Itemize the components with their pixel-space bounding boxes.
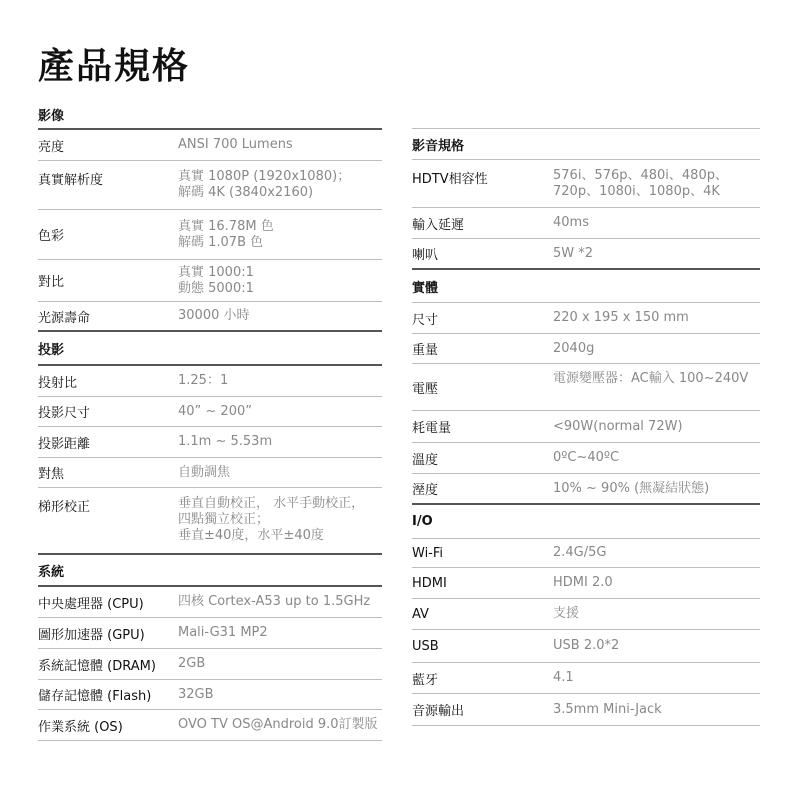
spec-value: 2.4G/5G bbox=[553, 545, 607, 560]
spec-value: 電源變壓器：AC輸入 100~240V bbox=[553, 371, 749, 386]
spec-row-temperature bbox=[412, 443, 760, 474]
section-heading-image: 影像 bbox=[38, 100, 382, 130]
spec-value: 真實 1080P (1920x1080)； 解碼 4K (3840x2160) bbox=[178, 169, 351, 200]
spec-value: Mali-G31 MP2 bbox=[178, 625, 268, 640]
spec-label: 投影尺寸 bbox=[38, 406, 91, 421]
spec-label: 電壓 bbox=[412, 381, 439, 397]
spec-row-dimensions bbox=[412, 303, 760, 334]
spec-row-resolution bbox=[38, 161, 382, 210]
spec-label: HDTV相容性 bbox=[412, 172, 488, 187]
spec-row-color bbox=[38, 210, 382, 260]
spec-label: 投影距離 bbox=[38, 436, 91, 452]
spec-row-projection-distance bbox=[38, 427, 382, 458]
spec-value: 10% ~ 90% (無凝結狀態) bbox=[553, 480, 710, 496]
spec-row-wifi bbox=[412, 539, 760, 568]
spec-value: 576i、576p、480i、480p、 720p、1080i、1080p、4K bbox=[553, 168, 728, 199]
spec-label: 儲存記憶體 (Flash) bbox=[38, 689, 152, 704]
spec-label: 重量 bbox=[412, 343, 439, 358]
spec-value: 40ms bbox=[553, 215, 589, 230]
spec-row-hdmi bbox=[412, 568, 760, 599]
section-heading-av: 影音規格 bbox=[412, 128, 760, 160]
spec-row-throw-ratio bbox=[38, 366, 382, 397]
spec-value: 0ºC~40ºC bbox=[553, 450, 620, 465]
spec-value: 30000 小時 bbox=[178, 308, 250, 323]
spec-value: 真實 16.78M 色 解碼 1.07B 色 bbox=[178, 218, 274, 250]
spec-row-power bbox=[412, 411, 760, 443]
spec-row-focus bbox=[38, 458, 382, 488]
spec-label: 色彩 bbox=[38, 229, 65, 244]
spec-label: 系統記憶體 (DRAM) bbox=[38, 658, 156, 674]
spec-label: HDMI bbox=[412, 575, 447, 591]
spec-row-keystone bbox=[38, 488, 382, 555]
spec-row-speaker bbox=[412, 239, 760, 270]
spec-label: 溫度 bbox=[412, 452, 439, 468]
spec-value: 220 x 195 x 150 mm bbox=[553, 310, 689, 325]
spec-row-dram bbox=[38, 649, 382, 680]
spec-label: 喇叭 bbox=[412, 248, 439, 263]
spec-row-gpu bbox=[38, 618, 382, 649]
spec-value: 1.25：1 bbox=[178, 373, 229, 388]
spec-value: 1.1m ~ 5.53m bbox=[178, 434, 273, 449]
spec-row-contrast bbox=[38, 260, 382, 302]
spec-row-weight bbox=[412, 334, 760, 364]
spec-row-cpu bbox=[38, 587, 382, 618]
spec-row-flash bbox=[38, 680, 382, 710]
spec-row-os bbox=[38, 710, 382, 741]
left-spec-column bbox=[38, 100, 382, 741]
spec-value: 32GB bbox=[178, 686, 214, 702]
spec-value: 5W *2 bbox=[553, 245, 594, 261]
section-heading-projection: 投影 bbox=[38, 332, 382, 366]
section-heading-physical: 實體 bbox=[412, 270, 760, 303]
spec-row-projection-size bbox=[38, 397, 382, 427]
spec-row-bluetooth bbox=[412, 663, 760, 694]
spec-label: 溼度 bbox=[412, 483, 439, 498]
spec-row-usb bbox=[412, 630, 760, 663]
spec-label: 光源壽命 bbox=[38, 310, 91, 326]
spec-label: 亮度 bbox=[38, 139, 65, 155]
spec-label: Wi-Fi bbox=[412, 545, 444, 561]
spec-label: 音源輸出 bbox=[412, 704, 465, 719]
spec-row-input-lag bbox=[412, 208, 760, 239]
spec-row-av bbox=[412, 599, 760, 630]
right-spec-column bbox=[412, 128, 760, 726]
spec-value: 4.1 bbox=[553, 670, 574, 685]
spec-value: 40” ~ 200” bbox=[178, 403, 252, 419]
spec-row-brightness bbox=[38, 130, 382, 161]
spec-label: AV bbox=[412, 606, 429, 622]
spec-label: 對比 bbox=[38, 275, 65, 290]
spec-value: USB 2.0*2 bbox=[553, 638, 620, 653]
spec-row-audio-out bbox=[412, 694, 760, 726]
spec-row-lamp-life bbox=[38, 302, 382, 332]
spec-value: 垂直自動校正， 水平手動校正， 四點獨立校正； 垂直±40度，水平±40度 bbox=[178, 496, 365, 543]
spec-label: 中央處理器 (CPU) bbox=[38, 596, 144, 612]
spec-label: 對焦 bbox=[38, 467, 65, 482]
spec-row-voltage bbox=[412, 364, 760, 411]
spec-label: 作業系統 (OS) bbox=[38, 719, 123, 735]
spec-label: 輸入延遲 bbox=[412, 217, 465, 233]
spec-value: 2GB bbox=[178, 656, 206, 671]
spec-label: 尺寸 bbox=[412, 312, 439, 328]
spec-value: 自動調焦 bbox=[178, 464, 231, 480]
spec-label: 梯形校正 bbox=[38, 500, 91, 515]
page-title: 產品規格 bbox=[38, 46, 191, 87]
spec-value: 四核 Cortex-A53 up to 1.5GHz bbox=[178, 594, 371, 609]
spec-label: 投射比 bbox=[38, 375, 78, 391]
spec-value: 2040g bbox=[553, 340, 595, 356]
spec-value: HDMI 2.0 bbox=[553, 575, 613, 590]
spec-label: 圖形加速器 (GPU) bbox=[38, 627, 145, 643]
spec-value: <90W(normal 72W) bbox=[553, 418, 683, 434]
spec-value: 真實 1000:1 動態 5000:1 bbox=[178, 264, 254, 296]
spec-value: OVO TV OS@Android 9.0訂製版 bbox=[178, 717, 378, 732]
spec-row-hdtv bbox=[412, 160, 760, 208]
spec-value: ANSI 700 Lumens bbox=[178, 137, 293, 152]
spec-label: 真實解析度 bbox=[38, 173, 104, 188]
section-heading-io: I/O bbox=[412, 505, 760, 539]
section-heading-system: 系統 bbox=[38, 555, 382, 587]
spec-label: 藍牙 bbox=[412, 672, 439, 688]
spec-row-humidity bbox=[412, 474, 760, 505]
spec-value: 支援 bbox=[553, 606, 580, 621]
spec-label: USB bbox=[412, 638, 439, 654]
spec-value: 3.5mm Mini-Jack bbox=[553, 701, 662, 717]
spec-label: 耗電量 bbox=[412, 421, 452, 436]
